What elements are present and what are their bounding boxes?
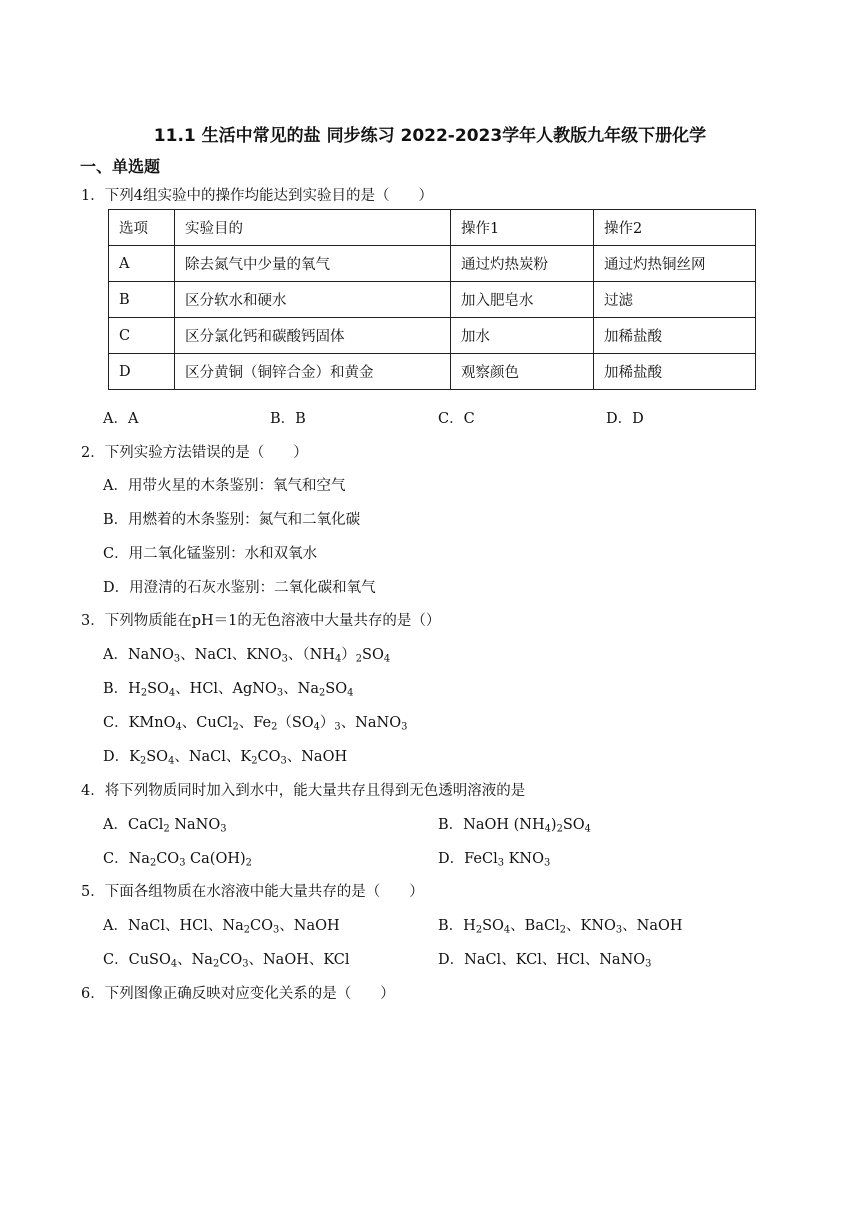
text: A．NaCl、HCl、Na (103, 918, 244, 934)
text: B．H (438, 918, 476, 934)
subscript: 2 (140, 687, 148, 699)
text: 、（NH (287, 647, 335, 663)
text: D．NaCl、KCl、HCl、NaNO (438, 952, 646, 968)
q5-option-b (438, 914, 683, 935)
subscript: 3 (242, 958, 249, 970)
q1-option-a: A．A (103, 411, 139, 427)
text: C．KMnO (103, 715, 176, 731)
subscript: 2 (475, 924, 483, 936)
text: A．CaCl (103, 817, 164, 833)
subscript: 4 (170, 958, 178, 970)
subscript: 4 (168, 687, 176, 699)
text: NaNO (169, 817, 221, 833)
text: CO (156, 851, 180, 867)
subscript: 2 (559, 924, 566, 936)
subscript: 4 (168, 755, 175, 767)
q1-option-d: D．D (606, 411, 644, 427)
q4-option-c (103, 847, 252, 868)
subscript: 2 (355, 653, 363, 665)
subscript: 3 (173, 653, 181, 665)
subscript: 3 (615, 924, 623, 936)
text: （SO (277, 715, 314, 731)
text: B．H (103, 681, 141, 697)
table-row (109, 282, 756, 318)
text: SO (482, 918, 504, 934)
subscript: 2 (556, 823, 563, 835)
q2-option-d: D．用澄清的石灰水鉴别：二氧化碳和氧气 (103, 580, 376, 596)
q2-option-b: B．用燃着的木条鉴别：氮气和二氧化碳 (103, 512, 361, 528)
subscript: 3 (276, 687, 284, 699)
text: SO (562, 817, 585, 833)
q3-option-d (103, 745, 347, 766)
text: KNO (503, 851, 545, 867)
table-cell: 区分氯化钙和碳酸钙固体 (175, 318, 451, 354)
table-cell: 区分软水和硬水 (175, 282, 451, 318)
subscript: 2 (212, 958, 220, 970)
subscript: 2 (139, 755, 147, 767)
subscript: 3 (645, 958, 652, 970)
subscript: 3 (334, 721, 341, 733)
text: 、Fe (238, 715, 272, 731)
text: CO (250, 918, 273, 934)
text: 、NaOH、KCl (248, 952, 350, 968)
table-cell: 观察颜色 (451, 354, 594, 390)
subscript: 4 (503, 924, 511, 936)
question-1-table (108, 209, 756, 390)
subscript: 2 (251, 755, 258, 767)
text: 、NaCl、KNO (180, 647, 282, 663)
text: CO (219, 952, 243, 968)
text: 、Na (177, 952, 213, 968)
q5-option-c (103, 948, 350, 969)
question-2-stem: 2．下列实验方法错误的是（ ） (81, 445, 308, 461)
subscript: 3 (273, 924, 280, 936)
text: 、BaCl (510, 918, 560, 934)
text: SO (146, 749, 169, 765)
section-heading: 一、单选题 (80, 157, 161, 176)
table-cell: 过滤 (594, 282, 756, 318)
table-header-cell: 实验目的 (175, 210, 451, 246)
text: ) (550, 817, 557, 833)
text: D．K (103, 749, 140, 765)
text: 、NaCl、K (174, 749, 252, 765)
subscript: 2 (232, 721, 239, 733)
q3-option-a (103, 643, 390, 664)
table-header-cell: 操作2 (594, 210, 756, 246)
table-cell: 除去氮气中少量的氧气 (175, 246, 451, 282)
subscript: 2 (149, 857, 157, 869)
table-cell: C (109, 318, 175, 354)
text: 、Na (283, 681, 319, 697)
text: D．FeCl (438, 851, 498, 867)
question-1-stem: 1．下列4组实验中的操作均能达到实验目的是（ ） (81, 188, 433, 204)
subscript: 4 (335, 653, 342, 665)
subscript: 4 (175, 721, 182, 733)
text: SO (147, 681, 169, 697)
text: A．NaNO (103, 647, 174, 663)
table-row (109, 246, 756, 282)
text: 、NaNO (340, 715, 402, 731)
table-header-row (109, 210, 756, 246)
subscript: 3 (544, 857, 551, 869)
table-cell: 区分黄铜（铜锌合金）和黄金 (175, 354, 451, 390)
text: SO (362, 647, 384, 663)
subscript: 2 (245, 857, 252, 869)
text: 、NaOH (622, 918, 683, 934)
text: 、NaOH (279, 918, 340, 934)
q2-option-a: A．用带火星的木条鉴别：氧气和空气 (103, 478, 346, 494)
question-5-stem: 5．下面各组物质在水溶液中能大量共存的是（ ） (81, 884, 424, 900)
table-cell: 加入肥皂水 (451, 282, 594, 318)
table-cell: 通过灼热铜丝网 (594, 246, 756, 282)
table-cell: 加稀盐酸 (594, 354, 756, 390)
subscript: 4 (313, 721, 320, 733)
subscript: 4 (347, 687, 354, 699)
table-cell: 通过灼热炭粉 (451, 246, 594, 282)
question-6-stem: 6．下列图像正确反映对应变化关系的是（ ） (81, 986, 395, 1002)
table-header-cell: 选项 (109, 210, 175, 246)
text: SO (325, 681, 348, 697)
q5-option-d (438, 948, 651, 969)
text: 、HCl、AgNO (175, 681, 277, 697)
text: ） (341, 647, 356, 663)
table-cell: 加水 (451, 318, 594, 354)
subscript: 3 (497, 857, 504, 869)
text: 、KNO (565, 918, 616, 934)
subscript: 2 (243, 924, 251, 936)
table-cell: B (109, 282, 175, 318)
page-title: 11.1 生活中常见的盐 同步练习 2022-2023学年人教版九年级下册化学 (153, 126, 707, 146)
q1-option-b: B．B (270, 411, 306, 427)
text: B．NaOH (NH (438, 817, 545, 833)
text: ） (319, 715, 335, 731)
table-cell: D (109, 354, 175, 390)
subscript: 2 (319, 687, 326, 699)
text: 、CuCl (181, 715, 233, 731)
subscript: 4 (544, 823, 551, 835)
text: CO (257, 749, 281, 765)
text: Ca(OH) (185, 851, 246, 867)
question-3-stem: 3．下列物质能在pH＝1的无色溶液中大量共存的是（） (81, 613, 441, 629)
subscript: 2 (163, 823, 170, 835)
text: 、NaOH (286, 749, 348, 765)
table-cell: A (109, 246, 175, 282)
subscript: 3 (281, 653, 288, 665)
q4-option-a (103, 813, 227, 834)
q5-option-a (103, 914, 340, 935)
q3-option-c (103, 711, 407, 732)
subscript: 3 (179, 857, 186, 869)
subscript: 3 (220, 823, 227, 835)
table-row (109, 318, 756, 354)
subscript: 3 (280, 755, 287, 767)
subscript: 4 (383, 653, 391, 665)
text: C．CuSO (103, 952, 171, 968)
q4-option-b (438, 813, 591, 834)
question-4-stem: 4．将下列物质同时加入到水中，能大量共存且得到无色透明溶液的是 (81, 783, 526, 799)
subscript: 3 (401, 721, 408, 733)
q1-option-c: C．C (438, 411, 475, 427)
table-cell: 加稀盐酸 (594, 318, 756, 354)
text: C．Na (103, 851, 150, 867)
subscript: 4 (584, 823, 591, 835)
subscript: 2 (271, 721, 278, 733)
table-header-cell: 操作1 (451, 210, 594, 246)
q4-option-d (438, 847, 550, 868)
q2-option-c: C．用二氧化锰鉴别：水和双氧水 (103, 546, 318, 562)
table-row (109, 354, 756, 390)
q3-option-b (103, 677, 353, 698)
